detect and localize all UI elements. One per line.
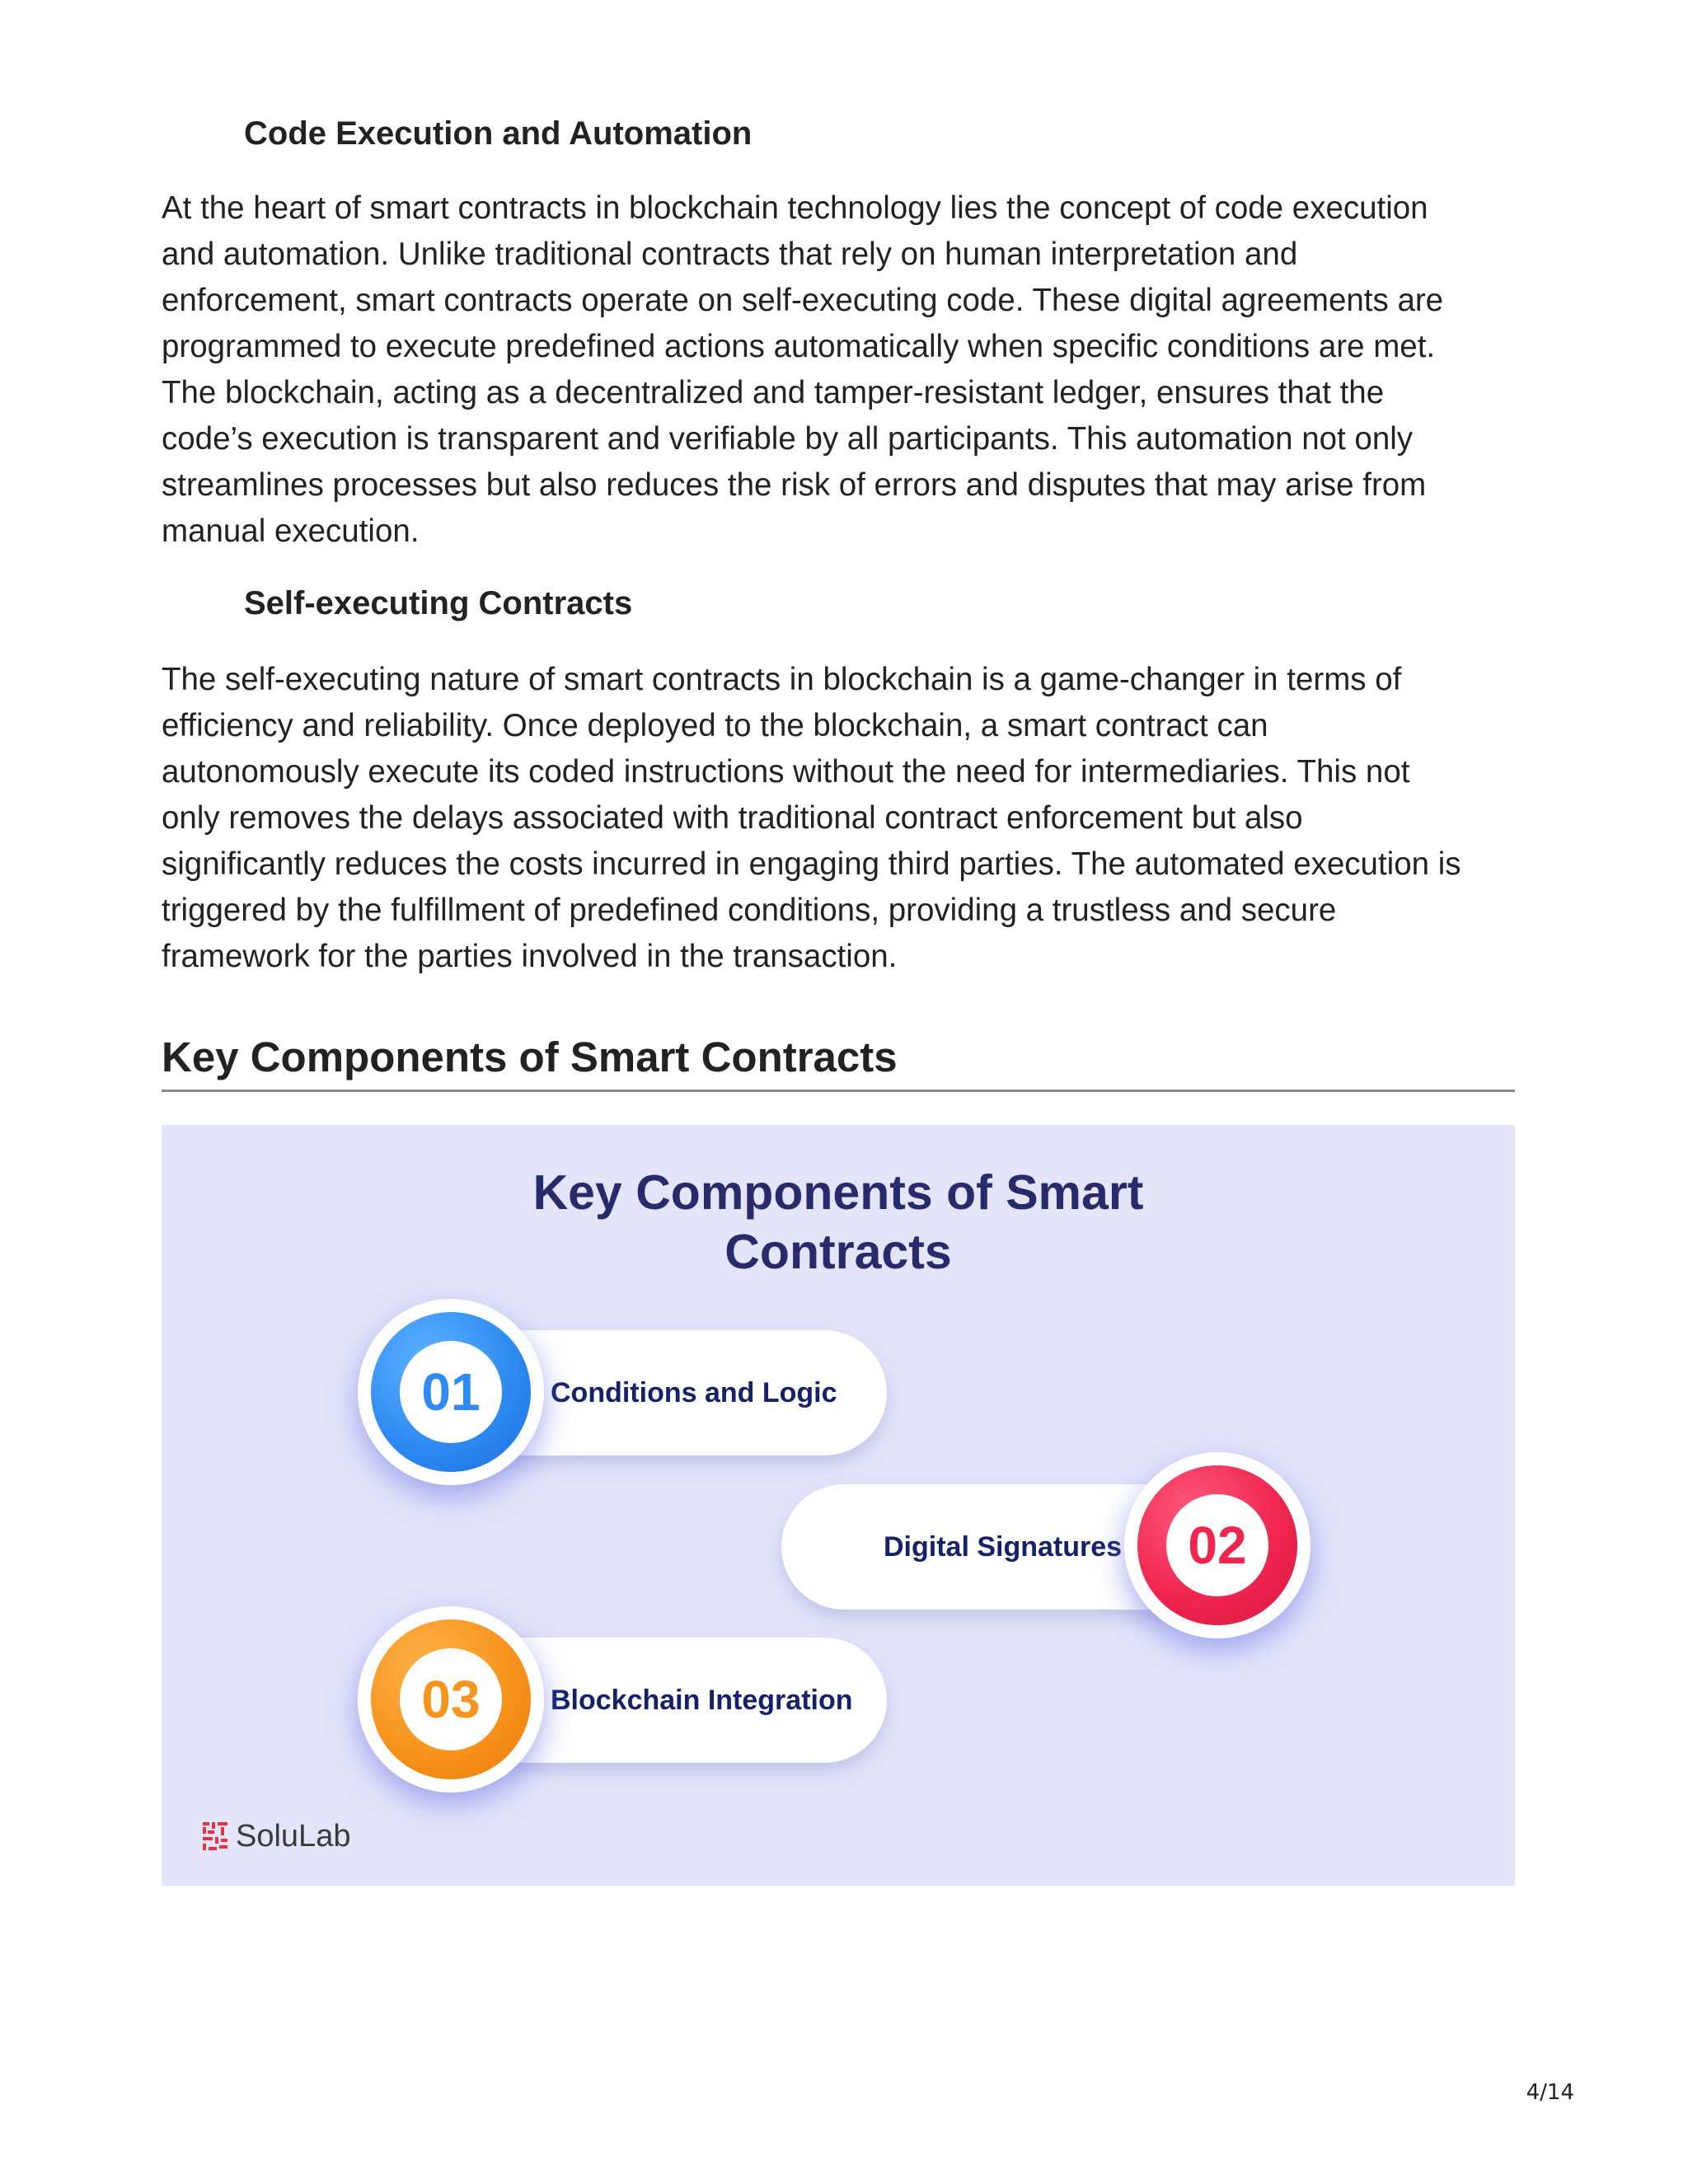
paragraph-line: efficiency and reliability. Once deployed to the blockchain, a smart contract can — [162, 708, 1268, 743]
solulab-logo — [203, 1816, 350, 1857]
paragraph-line: framework for the parties involved in the transaction. — [162, 939, 898, 974]
section-heading-self-executing: Self-executing Contracts — [244, 585, 633, 621]
paragraph-line: code’s execution is transparent and verifiable by all participants. This automation not only — [162, 421, 1414, 457]
component-number: 02 — [1166, 1494, 1268, 1596]
heading-divider — [162, 1090, 1515, 1092]
paragraph-self-executing — [162, 657, 1530, 980]
component-number: 01 — [400, 1341, 502, 1443]
component-label: Digital Signatures — [884, 1531, 1123, 1563]
paragraph-line: At the heart of smart contracts in blockchain technology lies the concept of code execution — [162, 190, 1428, 226]
paragraph-line: enforcement, smart contracts operate on self-executing code. These digital agreements are — [162, 283, 1444, 318]
page-number: 4/14 — [1526, 2080, 1574, 2105]
infographic-title — [162, 1163, 1515, 1282]
paragraph-line: programmed to execute predefined actions automatically when specific conditions are met. — [162, 329, 1436, 364]
badge-ring — [371, 1619, 531, 1779]
infographic-title-line: Key Components of Smart — [532, 1165, 1144, 1220]
component-number: 03 — [400, 1648, 502, 1750]
component-label: Conditions and Logic — [551, 1377, 837, 1408]
paragraph-line: triggered by the fulfillment of predefined conditions, providing a trustless and secure — [162, 893, 1337, 928]
badge-ring — [1137, 1465, 1297, 1625]
section-heading-code-execution: Code Execution and Automation — [244, 115, 753, 152]
solulab-logo-icon — [203, 1822, 227, 1850]
paragraph-code-execution — [162, 185, 1530, 555]
infographic-title-line: Contracts — [724, 1225, 952, 1279]
section-title: Key Components of Smart Contracts — [162, 1033, 898, 1080]
paragraph-line: only removes the delays associated with traditional contract enforcement but also — [162, 800, 1303, 836]
component-badge-02 — [1124, 1452, 1311, 1638]
paragraph-line: The blockchain, acting as a decentralized and tamper-resistant ledger, ensures that the — [162, 375, 1385, 410]
paragraph-line: autonomously execute its coded instructions without the need for intermediaries. This not — [162, 754, 1410, 790]
component-badge-01 — [358, 1299, 544, 1485]
paragraph-line: and automation. Unlike traditional contracts that rely on human interpretation and — [162, 237, 1298, 272]
paragraph-line: streamlines processes but also reduces the risk of errors and disputes that may arise from — [162, 467, 1427, 503]
badge-ring — [371, 1312, 531, 1472]
paragraph-line: significantly reduces the costs incurred in engaging third parties. The automated execution is — [162, 846, 1461, 882]
component-badge-03 — [358, 1606, 544, 1793]
key-components-infographic — [162, 1125, 1515, 1886]
paragraph-line: The self-executing nature of smart contracts in blockchain is a game-changer in terms of — [162, 662, 1402, 697]
paragraph-line: manual execution. — [162, 513, 420, 549]
logo-text: SoluLab — [236, 1819, 351, 1854]
component-label: Blockchain Integration — [551, 1685, 853, 1716]
